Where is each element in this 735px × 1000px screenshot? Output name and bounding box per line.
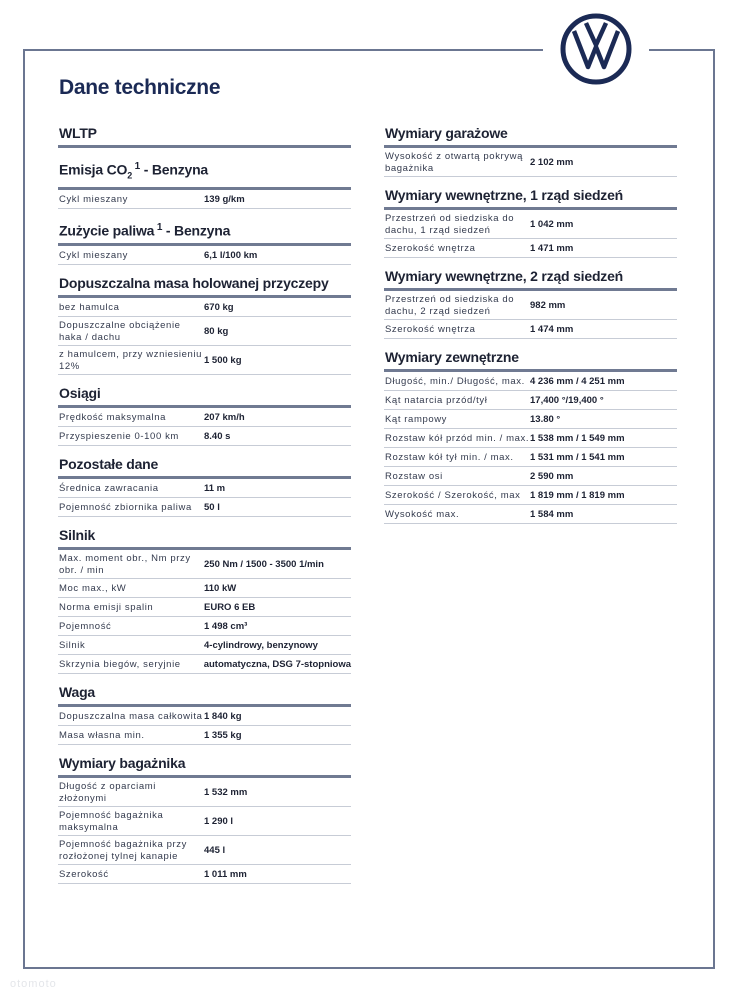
spec-label: Wysokość max. — [385, 508, 460, 520]
spec-row — [58, 346, 351, 375]
spec-row — [58, 408, 351, 427]
spec-row — [58, 726, 351, 745]
spec-value: 17,400 °/19,400 ° — [530, 394, 604, 406]
watermark: otomoto — [10, 978, 57, 990]
spec-label: Szerokość — [59, 868, 109, 880]
spec-row — [58, 807, 351, 836]
spec-label: Skrzynia biegów, seryjnie — [59, 658, 181, 670]
spec-value: 670 kg — [204, 301, 234, 313]
spec-value: 6,1 l/100 km — [204, 249, 258, 261]
spec-value: 2 102 mm — [530, 156, 574, 168]
section-title: Wymiary bagażnika — [58, 753, 351, 778]
spec-label: Średnica zawracania — [59, 482, 159, 494]
spec-value: 1 042 mm — [530, 218, 574, 230]
spec-row — [58, 550, 351, 579]
spec-row — [58, 579, 351, 598]
section-wltp — [58, 123, 351, 148]
spec-row — [384, 291, 677, 320]
spec-row — [58, 655, 351, 674]
spec-label: Norma emisji spalin — [59, 601, 154, 613]
spec-row — [58, 479, 351, 498]
spec-label: Prędkość maksymalna — [59, 411, 166, 423]
vw-logo-icon — [560, 13, 632, 85]
spec-row — [58, 298, 351, 317]
section-title: Pozostałe dane — [58, 454, 351, 479]
spec-row — [384, 448, 677, 467]
spec-row — [58, 598, 351, 617]
spec-label: Kąt rampowy — [385, 413, 448, 425]
spec-value: 1 355 kg — [204, 729, 242, 741]
spec-label: Szerokość wnętrza — [385, 323, 476, 335]
spec-value: 1 538 mm / 1 549 mm — [530, 432, 625, 444]
spec-value: 139 g/km — [204, 194, 245, 206]
section-wymiary-zewnetrzne — [384, 347, 677, 524]
spec-value: automatyczna, DSG 7-stopniowa — [203, 658, 351, 670]
spec-value: EURO 6 EB — [204, 601, 256, 613]
spec-label: Masa własna min. — [59, 729, 145, 741]
spec-row — [384, 505, 677, 524]
spec-value: 1 471 mm — [530, 242, 574, 254]
spec-value: 1 011 mm — [204, 868, 247, 880]
spec-label: Pojemność bagażnika przy rozłożonej tylnej kanapie — [59, 839, 187, 862]
spec-label: Cykl mieszany — [59, 249, 129, 261]
spec-value: 1 532 mm — [204, 786, 248, 798]
spec-row — [384, 410, 677, 429]
spec-row — [58, 498, 351, 517]
spec-row — [384, 467, 677, 486]
spec-row — [384, 429, 677, 448]
spec-value: 1 819 mm / 1 819 mm — [530, 489, 625, 501]
spec-row — [58, 317, 351, 346]
spec-value: 80 kg — [204, 325, 229, 337]
spec-row — [58, 865, 351, 884]
spec-value: 4-cylindrowy, benzynowy — [204, 639, 318, 651]
right-column — [384, 123, 677, 524]
spec-label: Kąt natarcia przód/tył — [385, 394, 488, 406]
spec-value: 2 590 mm — [530, 470, 574, 482]
spec-row — [384, 486, 677, 505]
spec-label: Rozstaw osi — [385, 470, 443, 482]
spec-label: Pojemność — [59, 620, 112, 632]
section-title: Dopuszczalna masa holowanej przyczepy — [58, 273, 351, 298]
spec-value: 110 kW — [204, 582, 237, 594]
spec-label: Szerokość wnętrza — [385, 242, 476, 254]
spec-label: Długość, min./ Długość, max. — [385, 375, 525, 387]
spec-row — [384, 210, 677, 239]
spec-value: 1 584 mm — [530, 508, 574, 520]
spec-label: Wysokość z otwartą pokrywą bagażnika — [385, 151, 523, 174]
section-title: Waga — [58, 682, 351, 707]
spec-row — [58, 617, 351, 636]
section-wymiary-wewnetrzne-1-rzad-siedzen — [384, 185, 677, 258]
spec-value: 250 Nm / 1500 - 3500 1/min — [204, 558, 324, 570]
section-zuzycie-paliwa-benzyna — [58, 217, 351, 265]
spec-label: Rozstaw kół przód min. / max. — [385, 432, 530, 444]
spec-value: 982 mm — [530, 299, 566, 311]
spec-row — [58, 636, 351, 655]
section-silnik — [58, 525, 351, 674]
left-column — [58, 123, 351, 884]
spec-label: Pojemność bagażnika maksymalna — [59, 810, 164, 833]
spec-label: bez hamulca — [59, 301, 120, 313]
spec-value: 13.80 ° — [530, 413, 561, 425]
spec-row — [58, 190, 351, 209]
section-title: Wymiary garażowe — [384, 123, 677, 148]
spec-row — [58, 246, 351, 265]
spec-value: 1 840 kg — [204, 710, 242, 722]
section-title: Emisja $CO_2$ $^1$ - Benzyna — [58, 156, 351, 190]
spec-label: Rozstaw kół tył min. / max. — [385, 451, 514, 463]
spec-label: Przestrzeń od siedziska do dachu, 2 rząd siedzeń — [385, 294, 515, 317]
spec-label: Moc max., kW — [59, 582, 127, 594]
section-emisja-co-benzyna — [58, 156, 351, 209]
section-waga — [58, 682, 351, 745]
section-title: Zużycie paliwa $^1$ - Benzyna — [58, 217, 351, 246]
section-title: WLTP — [58, 123, 351, 148]
section-title: Wymiary wewnętrzne, 1 rząd siedzeń — [384, 185, 677, 210]
spec-row — [58, 836, 351, 865]
section-wymiary-bagaznika — [58, 753, 351, 884]
spec-row — [384, 391, 677, 410]
spec-label: Max. moment obr., Nm przy obr. / min — [59, 553, 191, 576]
spec-value: 1 531 mm / 1 541 mm — [530, 451, 625, 463]
section-wymiary-wewnetrzne-2-rzad-siedzen — [384, 266, 677, 339]
page-title: Dane techniczne — [59, 76, 221, 99]
spec-label: Dopuszczalne obciążenie haka / dachu — [59, 320, 181, 343]
spec-label: Przyspieszenie 0-100 km — [59, 430, 179, 442]
spec-value: 50 l — [204, 501, 220, 513]
spec-label: z hamulcem, przy wzniesieniu 12% — [59, 349, 202, 372]
section-title: Silnik — [58, 525, 351, 550]
section-dopuszczalna-masa-holowanej-przyczepy — [58, 273, 351, 375]
spec-row — [384, 239, 677, 258]
spec-value: 11 m — [204, 482, 226, 494]
spec-value: 445 l — [204, 844, 226, 856]
section-osiagi — [58, 383, 351, 446]
spec-label: Silnik — [59, 639, 86, 651]
section-pozostale-dane — [58, 454, 351, 517]
spec-label: Długość z oparciami złożonymi — [59, 781, 156, 804]
spec-label: Szerokość / Szerokość, max — [385, 489, 521, 501]
spec-row — [58, 778, 351, 807]
spec-value: 1 498 cm³ — [204, 620, 248, 632]
section-title: Wymiary wewnętrzne, 2 rząd siedzeń — [384, 266, 677, 291]
spec-value: 1 474 mm — [530, 323, 574, 335]
spec-row — [58, 427, 351, 446]
spec-label: Dopuszczalna masa całkowita — [59, 710, 203, 722]
spec-value: 207 km/h — [204, 411, 245, 423]
spec-value: 4 236 mm / 4 251 mm — [530, 375, 625, 387]
section-title: Osiągi — [58, 383, 351, 408]
section-title: Wymiary zewnętrzne — [384, 347, 677, 372]
section-wymiary-garazowe — [384, 123, 677, 177]
spec-value: 1 500 kg — [204, 354, 242, 366]
spec-value: 8.40 s — [204, 430, 231, 442]
spec-row — [384, 320, 677, 339]
spec-row — [384, 148, 677, 177]
spec-label: Przestrzeń od siedziska do dachu, 1 rząd siedzeń — [385, 213, 515, 236]
spec-value: 1 290 l — [204, 815, 234, 827]
spec-label: Pojemność zbiornika paliwa — [59, 501, 192, 513]
spec-label: Cykl mieszany — [59, 194, 129, 206]
spec-row — [58, 707, 351, 726]
spec-row — [384, 372, 677, 391]
